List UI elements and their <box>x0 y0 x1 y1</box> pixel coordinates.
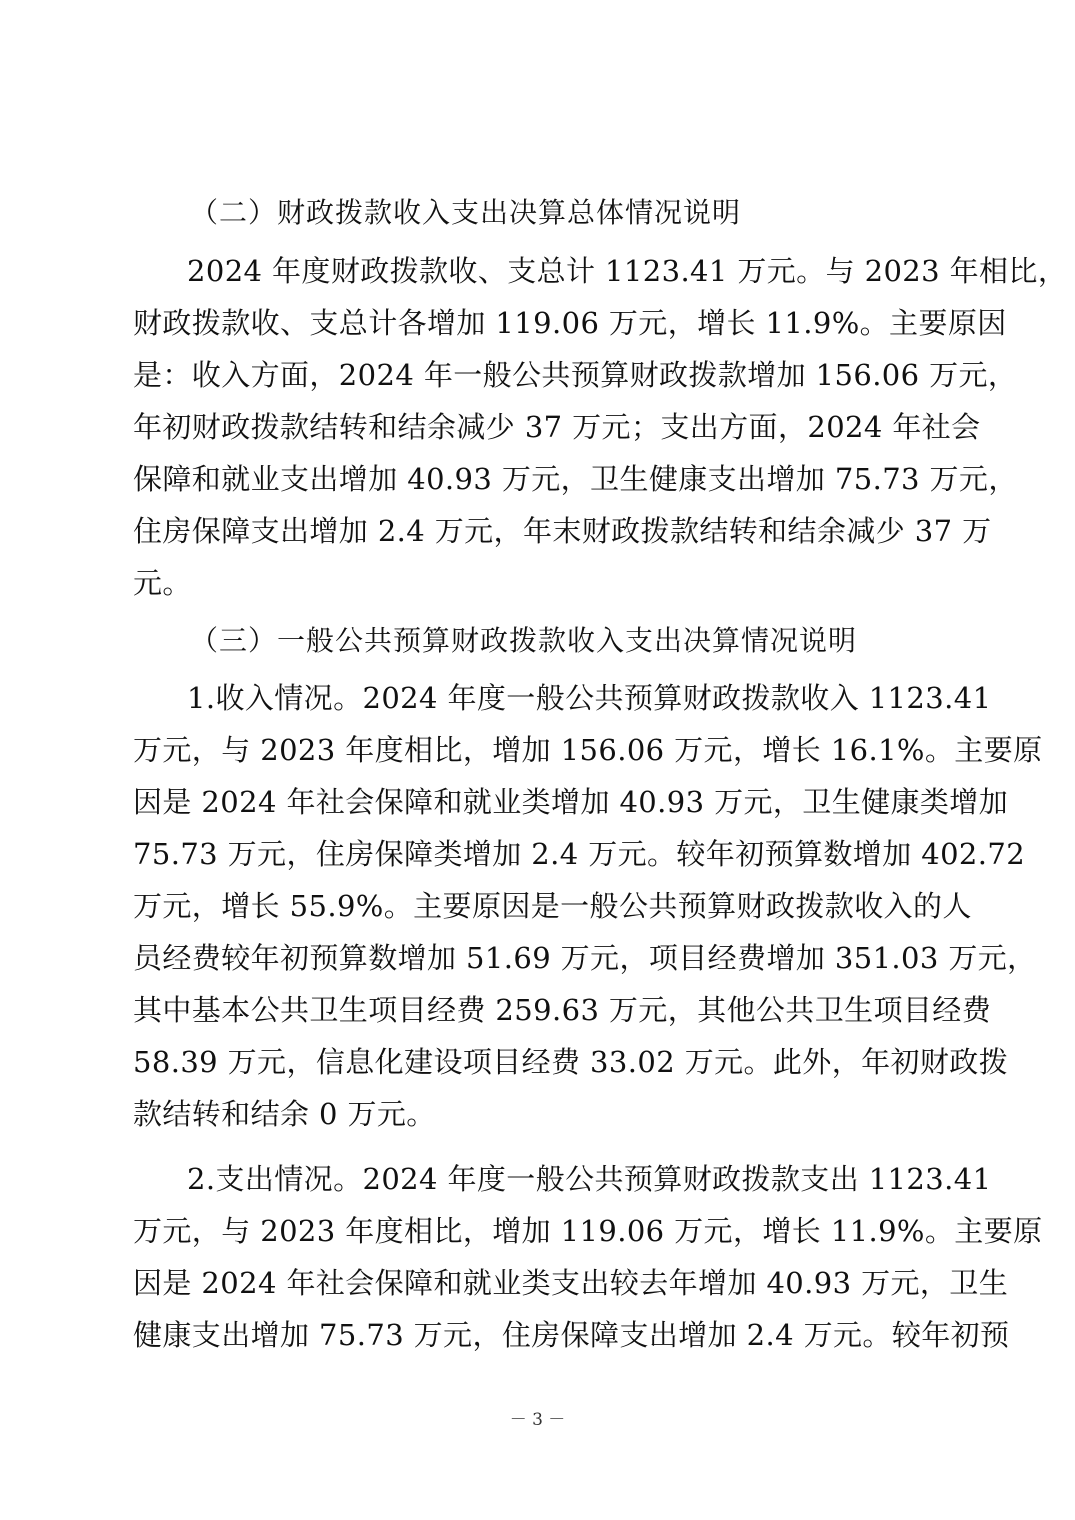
paragraph-line: 财政拨款收、支总计各增加 119.06 万元，增长 11.9%。主要原因 <box>133 306 1007 340</box>
paragraph-line: 万元，与 2023 年度相比，增加 119.06 万元，增长 11.9%。主要原 <box>133 1214 1043 1248</box>
paragraph-line: 款结转和结余 0 万元。 <box>133 1097 436 1131</box>
paragraph-line: 2024 年度财政拨款收、支总计 1123.41 万元。与 2023 年相比， <box>187 254 1068 288</box>
paragraph-line: 万元，增长 55.9%。主要原因是一般公共预算财政拨款收入的人 <box>133 889 972 923</box>
paragraph-line: 因是 2024 年社会保障和就业类支出较去年增加 40.93 万元，卫生 <box>133 1266 1009 1300</box>
paragraph-line: 其中基本公共卫生项目经费 259.63 万元，其他公共卫生项目经费 <box>133 993 992 1027</box>
paragraph-line: 是：收入方面，2024 年一般公共预算财政拨款增加 156.06 万元， <box>133 358 1018 392</box>
paragraph-line: 住房保障支出增加 2.4 万元，年末财政拨款结转和结余减少 37 万 <box>133 514 992 548</box>
paragraph-line: 75.73 万元，住房保障类增加 2.4 万元。较年初预算数增加 402.72 <box>133 837 1026 871</box>
paragraph-line: 万元，与 2023 年度相比，增加 156.06 万元，增长 16.1%。主要原 <box>133 733 1043 767</box>
paragraph-line: 员经费较年初预算数增加 51.69 万元，项目经费增加 351.03 万元， <box>133 941 1037 975</box>
section-heading: （二）财政拨款收入支出决算总体情况说明 <box>190 196 742 229</box>
section-heading: （三）一般公共预算财政拨款收入支出决算情况说明 <box>190 624 858 657</box>
paragraph-line: 2.支出情况。2024 年度一般公共预算财政拨款支出 1123.41 <box>187 1162 992 1196</box>
paragraph-line: 58.39 万元，信息化建设项目经费 33.02 万元。此外，年初财政拨 <box>133 1045 1009 1079</box>
paragraph-line: 元。 <box>133 566 192 600</box>
paragraph-line: 年初财政拨款结转和结余减少 37 万元；支出方面，2024 年社会 <box>133 410 981 444</box>
paragraph-line: 健康支出增加 75.73 万元，住房保障支出增加 2.4 万元。较年初预 <box>133 1318 1010 1352</box>
page-number: － 3 － <box>509 1410 566 1430</box>
paragraph-line: 保障和就业支出增加 40.93 万元，卫生健康支出增加 75.73 万元， <box>133 462 1018 496</box>
paragraph-line: 因是 2024 年社会保障和就业类增加 40.93 万元，卫生健康类增加 <box>133 785 1009 819</box>
paragraph-line: 1.收入情况。2024 年度一般公共预算财政拨款收入 1123.41 <box>187 681 992 715</box>
